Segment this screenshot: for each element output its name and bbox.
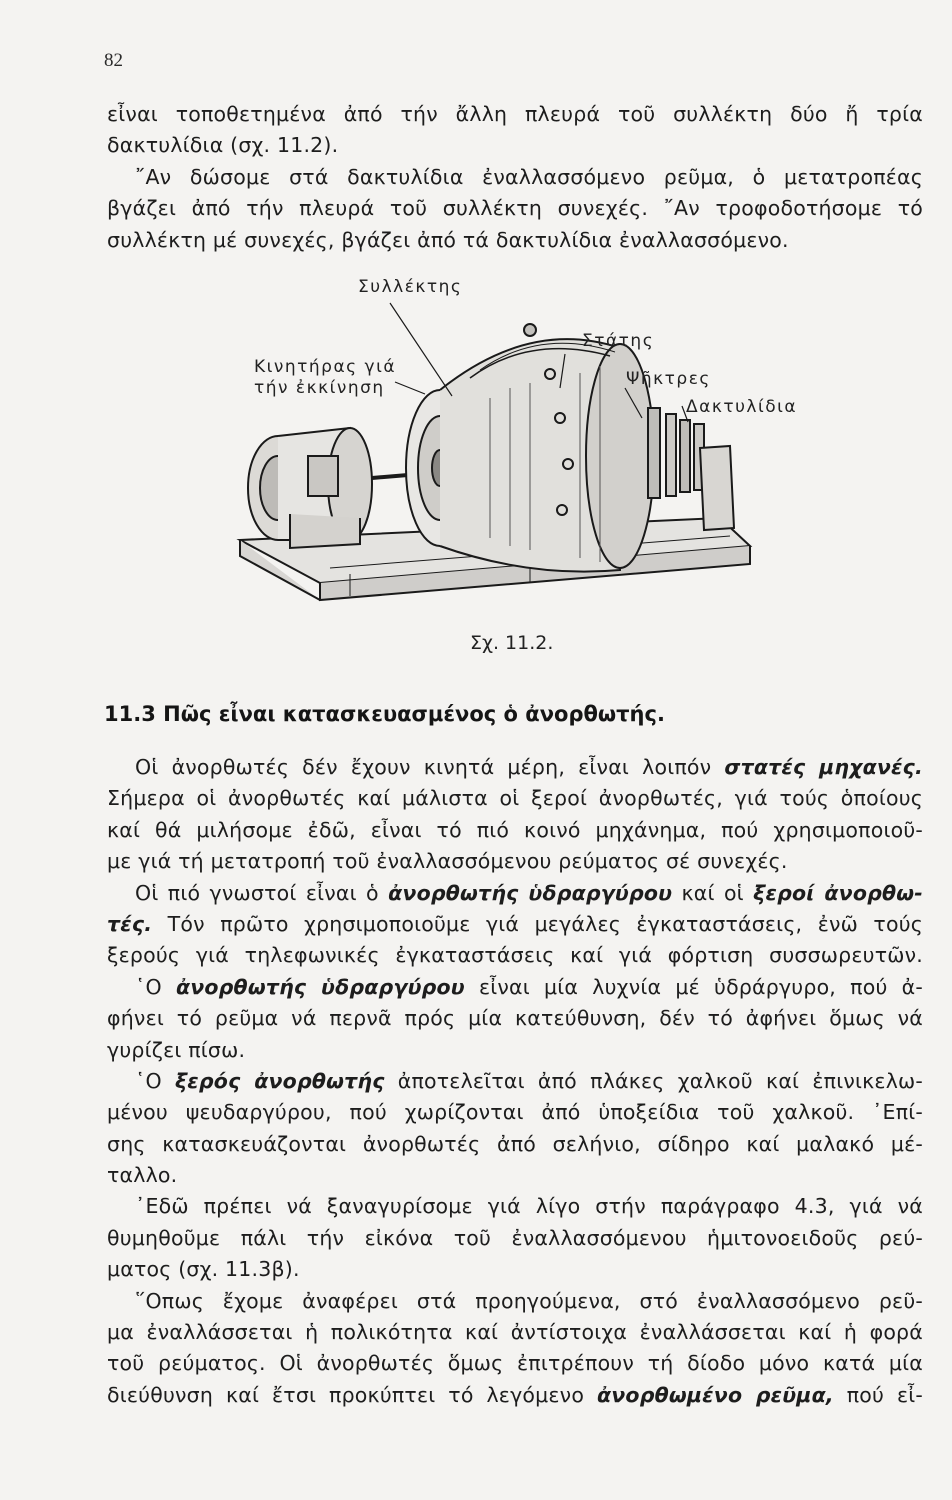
- text-line: εἶναι τοποθετημένα ἀπό τήν ἄλλη πλευρά τοῦ συλλέκτη δύο ἤ τρία: [107, 102, 923, 126]
- body-text: [107, 752, 923, 1411]
- text-line: μα ἐναλλάσσεται ἡ πολικότητα καί ἀντίστοιχα ἐναλλάσσεται καί ἡ φορά: [107, 1320, 923, 1345]
- text-line: βγάζει ἀπό τήν πλευρά τοῦ συλλέκτη συνεχές. ῎Αν τροφοδοτήσομε τό: [107, 196, 923, 221]
- text-span: ἀποτελεῖται ἀπό πλάκες χαλκοῦ καί ἐπινικελω-: [384, 1068, 923, 1093]
- text-span: Τόν πρῶτο χρησιμοποιοῦμε γιά μεγάλες ἐγκαταστάσεις, ἐνῶ τούς: [152, 911, 923, 936]
- emphasis-text: ξεροί ἀνορθω-: [753, 880, 923, 905]
- label-stator: Στάτης: [582, 331, 655, 351]
- label-collector: Συλλέκτης: [358, 277, 463, 297]
- text-line: ταλλο.: [107, 1163, 178, 1188]
- text-line: ξερούς γιά τηλεφωνικές ἐγκαταστάσεις καί γιά φόρτιση συσσωρευτῶν.: [107, 943, 923, 968]
- emphasis-text: ξερός ἀνορθωτής: [174, 1068, 385, 1093]
- figure-caption: Σχ. 11.2.: [470, 632, 554, 654]
- section-heading: 11.3 Πῶς εἶναι κατασκευασμένος ὁ ἀνορθωτής.: [104, 702, 665, 726]
- emphasis-text: ἀνορθωμένο ρεῦμα,: [596, 1382, 834, 1407]
- text-line: [107, 1066, 923, 1097]
- text-line: γυρίζει πίσω.: [107, 1037, 246, 1062]
- text-line: ῎Αν δώσομε στά δακτυλίδια ἐναλλασσόμενο ρεῦμα, ὁ μετατροπέας: [135, 164, 923, 189]
- label-starting-motor: Κινητήρας γιά: [254, 357, 397, 377]
- text-span: διεύθυνση καί ἔτσι προκύπτει τό λεγόμενο: [107, 1382, 597, 1407]
- text-span: Οἱ ἀνορθωτές δέν ἔχουν κινητά μέρη, εἶναι λοιπόν: [135, 755, 725, 779]
- text-line: συλλέκτη μέ συνεχές, βγάζει ἀπό τά δακτυλίδια ἐναλλασσόμενο.: [107, 227, 789, 252]
- text-span: ῾Ο: [135, 974, 176, 999]
- text-span: Οἱ πιό γνωστοί εἶναι ὁ: [135, 880, 389, 905]
- text-line: [107, 972, 923, 1003]
- text-span: καί οἱ: [672, 880, 754, 905]
- text-line: φήνει τό ρεῦμα νά περνᾶ πρός μία κατεύθυνση, δέν τό ἀφήνει ὅμως νά: [107, 1006, 923, 1031]
- text-line: μένου ψευδαργύρου, πού χωρίζονται ἀπό ὑποξείδια τοῦ χαλκοῦ. ᾽Επί-: [107, 1100, 923, 1125]
- text-span: πού εἶ-: [833, 1382, 923, 1407]
- intro-paragraph: [107, 99, 923, 256]
- label-rings: Δακτυλίδια: [686, 397, 798, 417]
- label-brushes: Ψῆκτρες: [626, 369, 711, 389]
- page-number: 82: [104, 50, 123, 71]
- text-line: [107, 1380, 923, 1411]
- text-line: [107, 878, 923, 909]
- converter-machine-drawing: [230, 278, 800, 648]
- emphasis-text: στατές μηχανές.: [724, 755, 923, 779]
- text-line: ᾽Εδῶ πρέπει νά ξαναγυρίσομε γιά λίγο στήν παράγραφο 4.3, γιά νά: [135, 1194, 923, 1219]
- converter-machine-figure: [230, 278, 800, 648]
- text-line: δακτυλίδια (σχ. 11.2).: [107, 133, 339, 158]
- text-line: θυμηθοῦμε πάλι τήν εἰκόνα τοῦ ἐναλλασσόμενου ἡμιτονοειδοῦς ρεύ-: [107, 1225, 923, 1250]
- emphasis-text: τές.: [107, 911, 153, 936]
- text-line: Σήμερα οἱ ἀνορθωτές καί μάλιστα οἱ ξεροί ἀνορθωτές, γιά τούς ὁποίους: [107, 786, 923, 811]
- text-span: ῾Ο: [135, 1068, 175, 1093]
- emphasis-text: ἀνορθωτής ὑδραργύρου: [175, 974, 465, 999]
- text-line: τοῦ ρεύματος. Οἱ ἀνορθωτές ὅμως ἐπιτρέπουν τή δίοδο μόνο κατά μία: [107, 1351, 923, 1376]
- text-line: με γιά τή μετατροπή τοῦ ἐναλλασσόμενου ρεύματος σέ συνεχές.: [107, 849, 788, 874]
- emphasis-text: ἀνορθωτής ὑδραργύρου: [388, 880, 673, 905]
- text-line: καί θά μιλήσομε ἐδῶ, εἶναι τό πιό κοινό μηχάνημα, πού χρησιμοποιοῦ-: [107, 817, 923, 842]
- text-line: [107, 909, 923, 940]
- text-line: ματος (σχ. 11.3β).: [107, 1257, 300, 1282]
- text-line: ῞Οπως ἔχομε ἀναφέρει στά προηγούμενα, στό ἐναλλασσόμενο ρεῦ-: [135, 1288, 923, 1313]
- text-span: εἶναι μία λυχνία μέ ὑδράργυρο, πού ἀ-: [464, 974, 923, 999]
- text-line: [107, 752, 923, 783]
- label-starting-motor-line2: τήν ἐκκίνηση: [254, 378, 385, 398]
- text-line: σης κατασκευάζονται ἀνορθωτές ἀπό σελήνιο, σίδηρο καί μαλακό μέ-: [107, 1131, 923, 1156]
